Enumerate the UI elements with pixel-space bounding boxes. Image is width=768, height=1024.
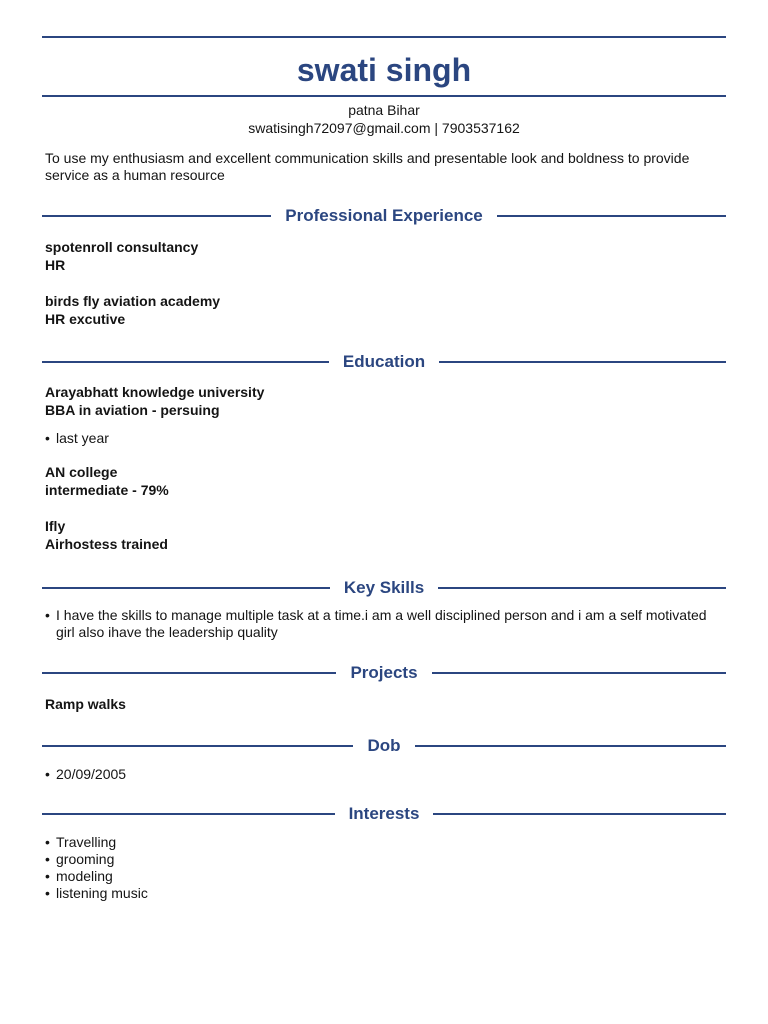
section-education-header [42,351,726,373]
section-rule-right [439,361,726,363]
degree: BBA in aviation - persuing [45,402,220,418]
company-name: spotenroll consultancy [45,239,199,255]
section-dob-header [42,735,726,757]
section-rule-right [415,745,726,747]
list-item: • Travelling [45,834,725,851]
section-interests-header [42,803,726,825]
dob-list [45,766,725,783]
list-item: • grooming [45,851,725,868]
list-item: • modeling [45,868,725,885]
degree: Airhostess trained [45,536,168,552]
education-entry [45,463,725,499]
section-rule-left [42,672,336,674]
project-entry [45,695,725,713]
section-title: Education [342,352,426,371]
location: patna Bihar [348,102,420,118]
section-rule-right [438,587,726,589]
institution-name: AN college [45,464,118,480]
section-title: Interests [348,804,420,823]
company-name: birds fly aviation academy [45,293,221,309]
experience-entry [45,292,725,328]
section-rule-left [42,813,335,815]
project-name: Ramp walks [45,696,126,712]
list-item: • listening music [45,885,725,902]
section-skills-header [42,577,726,599]
section-rule-right [433,813,726,815]
section-title: Professional Experience [285,206,483,225]
interests-list [45,834,725,902]
list-item: • 20/09/2005 [45,766,725,783]
education-entry [45,517,725,553]
skills-list [45,607,725,641]
experience-entry [45,238,725,274]
section-title: Dob [367,736,401,755]
contact-line: swatisingh72097@gmail.com | 7903537162 [248,120,520,136]
objective-text: To use my enthusiasm and excellent communication skills and presentable look and boldness to provide service as a human resource [45,150,690,183]
education-entry [45,383,725,419]
candidate-name: swati singh [296,52,472,88]
section-projects-header [42,662,726,684]
resume-page [42,0,726,1024]
section-rule-right [497,215,726,217]
degree: intermediate - 79% [45,482,169,498]
section-rule-left [42,361,329,363]
section-rule-left [42,745,353,747]
list-item: • I have the skills to manage multiple task at a time.i am a well disciplined person and i am a self motivated girl also ihave the leadership quality [45,607,725,641]
section-title: Projects [350,663,418,682]
education-notes [45,430,725,447]
header-top-rule [42,36,726,38]
header-bottom-rule [42,95,726,97]
section-rule-right [432,672,726,674]
job-role: HR excutive [45,311,126,327]
job-role: HR [45,257,66,273]
list-item: • last year [45,430,725,447]
section-rule-left [42,587,330,589]
section-rule-left [42,215,271,217]
section-title: Key Skills [343,578,425,597]
institution-name: Arayabhatt knowledge university [45,384,265,400]
section-experience-header [42,205,726,227]
institution-name: Ifly [45,518,66,534]
